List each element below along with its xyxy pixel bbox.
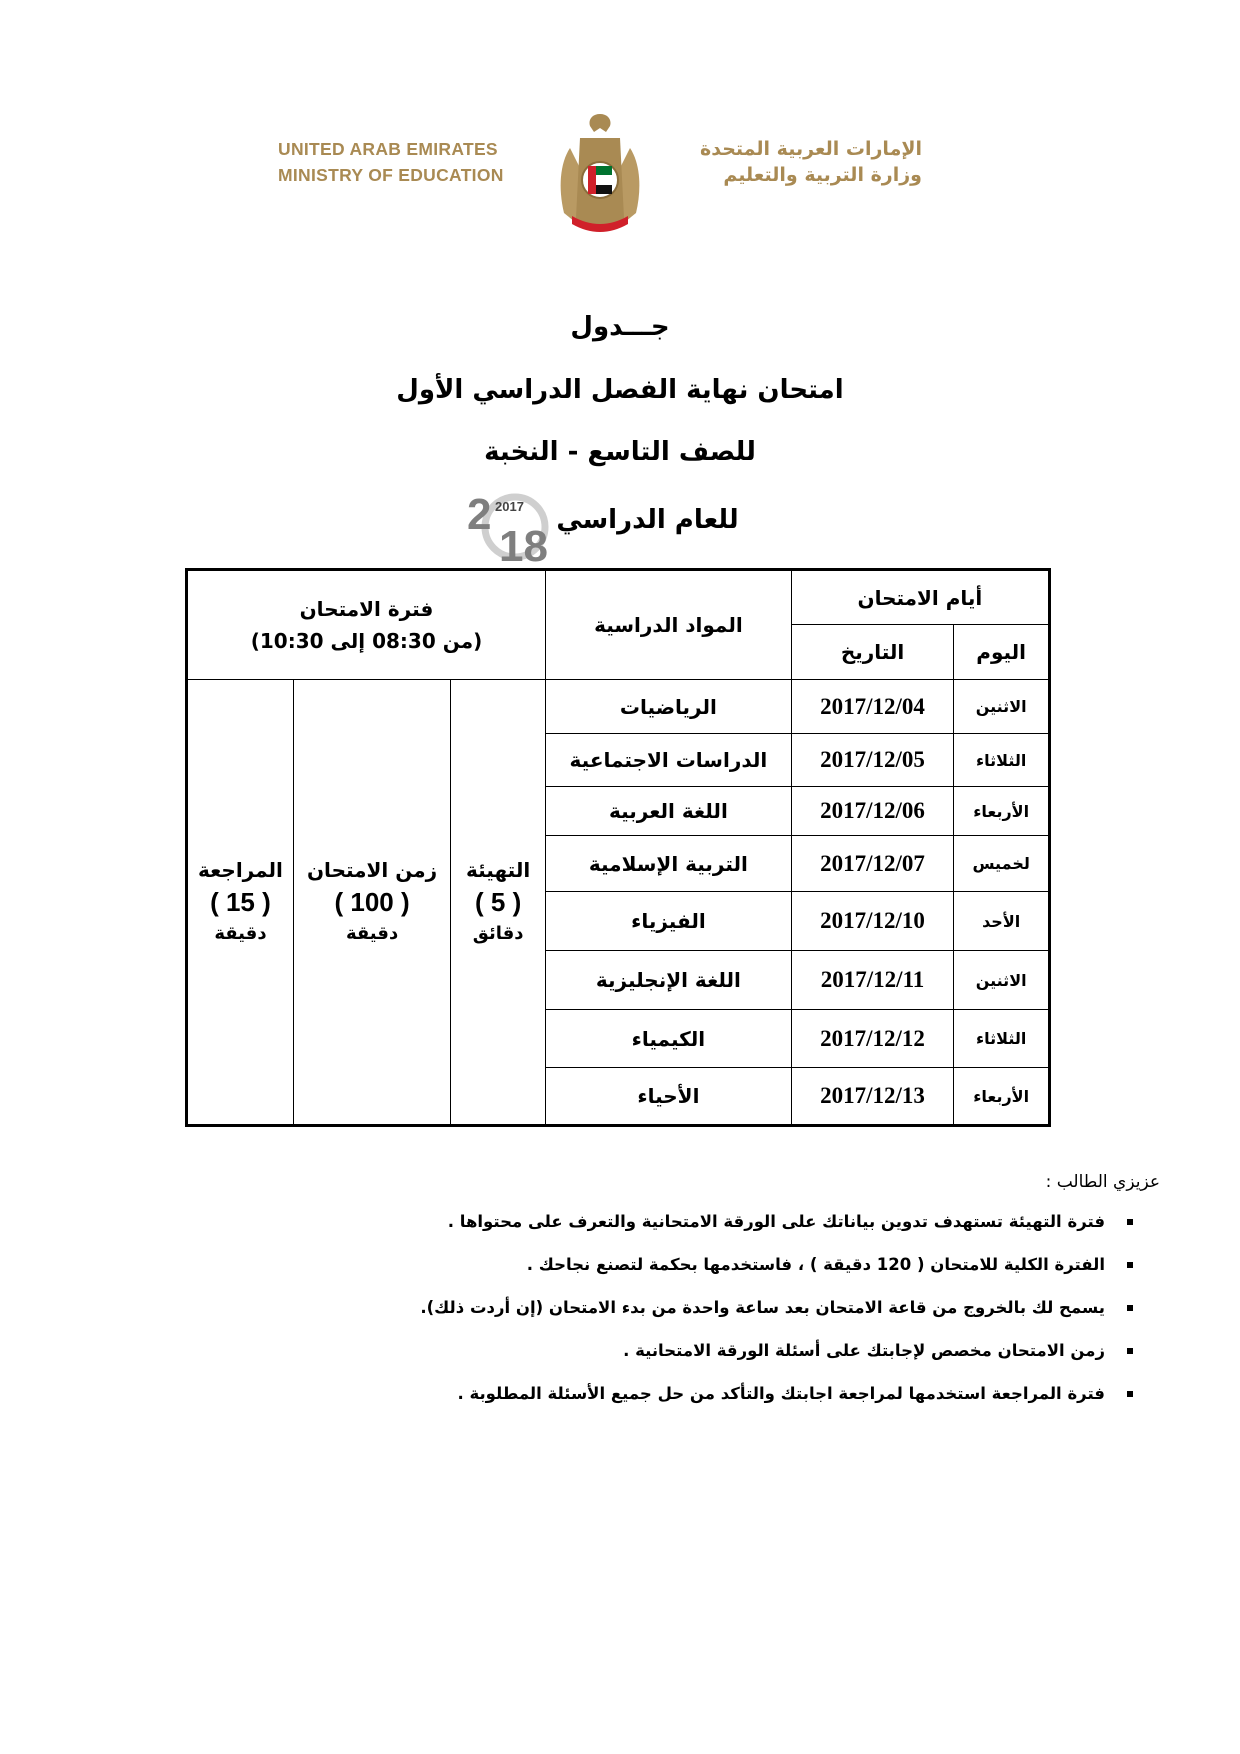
note-text: زمن الامتحان مخصص لإجابتك على أسئلة الورقة الامتحانية . <box>623 1341 1105 1360</box>
letterhead <box>270 108 930 238</box>
prep-period-cell <box>451 680 546 1126</box>
note-text: فترة التهيئة تستهدف تدوين بياناتك على الورقة الامتحانية والتعرف على محتواها . <box>447 1212 1105 1231</box>
country-name-english: UNITED ARAB EMIRATES <box>278 139 498 159</box>
day-column-header: اليوم <box>954 625 1050 680</box>
row-date: 2017/12/11 <box>791 951 954 1010</box>
row-subject: اللغة الإنجليزية <box>546 951 792 1010</box>
ministry-name-english-line: MINISTRY OF EDUCATION <box>278 165 504 185</box>
list-item <box>105 1294 1105 1337</box>
row-subject: الأحياء <box>546 1068 792 1126</box>
review-period-unit: دقيقة <box>214 923 267 944</box>
row-date: 2017/12/10 <box>791 892 954 951</box>
country-name-arabic: الإمارات العربية المتحدة <box>700 138 922 160</box>
row-date: 2017/12/07 <box>791 836 954 892</box>
row-subject: الرياضيات <box>546 680 792 734</box>
year-logo-digit-2: 2 <box>467 490 492 539</box>
ministry-name-arabic <box>700 136 922 188</box>
row-day: الأحد <box>954 892 1050 951</box>
schedule-heading: جـــدول <box>570 312 670 342</box>
bullet-icon <box>1127 1219 1133 1225</box>
exam-period-range: (من 08:30 إلى 10:30) <box>250 629 483 653</box>
exam-duration-label: زمن الامتحان <box>306 858 438 882</box>
grade-title: للصف التاسع - النخبة <box>484 437 756 467</box>
row-date: 2017/12/04 <box>791 680 954 734</box>
exam-duration-unit: دقيقة <box>345 923 399 944</box>
review-period-value: ( 15 ) <box>210 887 271 917</box>
list-item <box>105 1251 1105 1294</box>
year-logo-digits-18: 18 <box>499 522 548 565</box>
exam-period-title: فترة الامتحان <box>299 597 434 621</box>
uae-emblem-icon <box>550 108 650 238</box>
row-date: 2017/12/06 <box>791 787 954 836</box>
prep-period-value: ( 5 ) <box>475 887 522 917</box>
table-header-row <box>187 570 1050 625</box>
subjects-header: المواد الدراسية <box>546 570 792 680</box>
exam-title: امتحان نهاية الفصل الدراسي الأول <box>396 375 844 405</box>
row-date: 2017/12/13 <box>791 1068 954 1126</box>
prep-period-label: التهيئة <box>466 858 531 882</box>
row-subject: التربية الإسلامية <box>546 836 792 892</box>
row-day: الاثنين <box>954 951 1050 1010</box>
row-date: 2017/12/12 <box>791 1010 954 1068</box>
row-day: لخميس <box>954 836 1050 892</box>
list-item <box>105 1208 1105 1251</box>
exam-schedule-table <box>185 568 1051 1127</box>
bullet-icon <box>1127 1348 1133 1354</box>
academic-year-title: للعام الدراسي <box>556 505 739 535</box>
row-day: الأربعاء <box>954 1068 1050 1126</box>
exam-duration-value: ( 100 ) <box>334 887 410 917</box>
row-day: الثلاثاء <box>954 1010 1050 1068</box>
row-subject: الكيمياء <box>546 1010 792 1068</box>
table-row <box>187 680 1050 734</box>
row-day: الاثنين <box>954 680 1050 734</box>
row-day: الثلاثاء <box>954 734 1050 787</box>
row-date: 2017/12/05 <box>791 734 954 787</box>
list-item <box>105 1337 1105 1380</box>
ministry-name-english <box>278 136 504 188</box>
year-2018-logo <box>465 485 560 565</box>
notes-heading: عزيزي الطالب : <box>1045 1172 1160 1192</box>
note-text: الفترة الكلية للامتحان ( 120 دقيقة ) ، فاستخدمها بحكمة لتصنع نجاحك . <box>526 1255 1105 1274</box>
row-subject: الفيزياء <box>546 892 792 951</box>
prep-period-unit: دقائق <box>472 923 524 944</box>
note-text: يسمح لك بالخروج من قاعة الامتحان بعد ساعة واحدة من بدء الامتحان (إن أردت ذلك). <box>420 1298 1105 1317</box>
exam-period-header <box>187 570 546 680</box>
bullet-icon <box>1127 1305 1133 1311</box>
notes-list <box>105 1208 1105 1423</box>
review-period-label: المراجعة <box>197 858 283 882</box>
review-period-cell <box>187 680 294 1126</box>
row-day: الأربعاء <box>954 787 1050 836</box>
bullet-icon <box>1127 1262 1133 1268</box>
bullet-icon <box>1127 1391 1133 1397</box>
ministry-name-arabic-line: وزارة التربية والتعليم <box>723 164 922 186</box>
row-subject: الدراسات الاجتماعية <box>546 734 792 787</box>
note-text: فترة المراجعة استخدمها لمراجعة اجابتك والتأكد من حل جميع الأسئلة المطلوبة . <box>457 1384 1105 1403</box>
exam-days-header: أيام الامتحان <box>791 570 1049 625</box>
date-column-header: التاريخ <box>791 625 954 680</box>
list-item <box>105 1380 1105 1423</box>
year-logo-small-year: 2017 <box>495 499 524 514</box>
row-subject: اللغة العربية <box>546 787 792 836</box>
exam-duration-cell <box>293 680 450 1126</box>
